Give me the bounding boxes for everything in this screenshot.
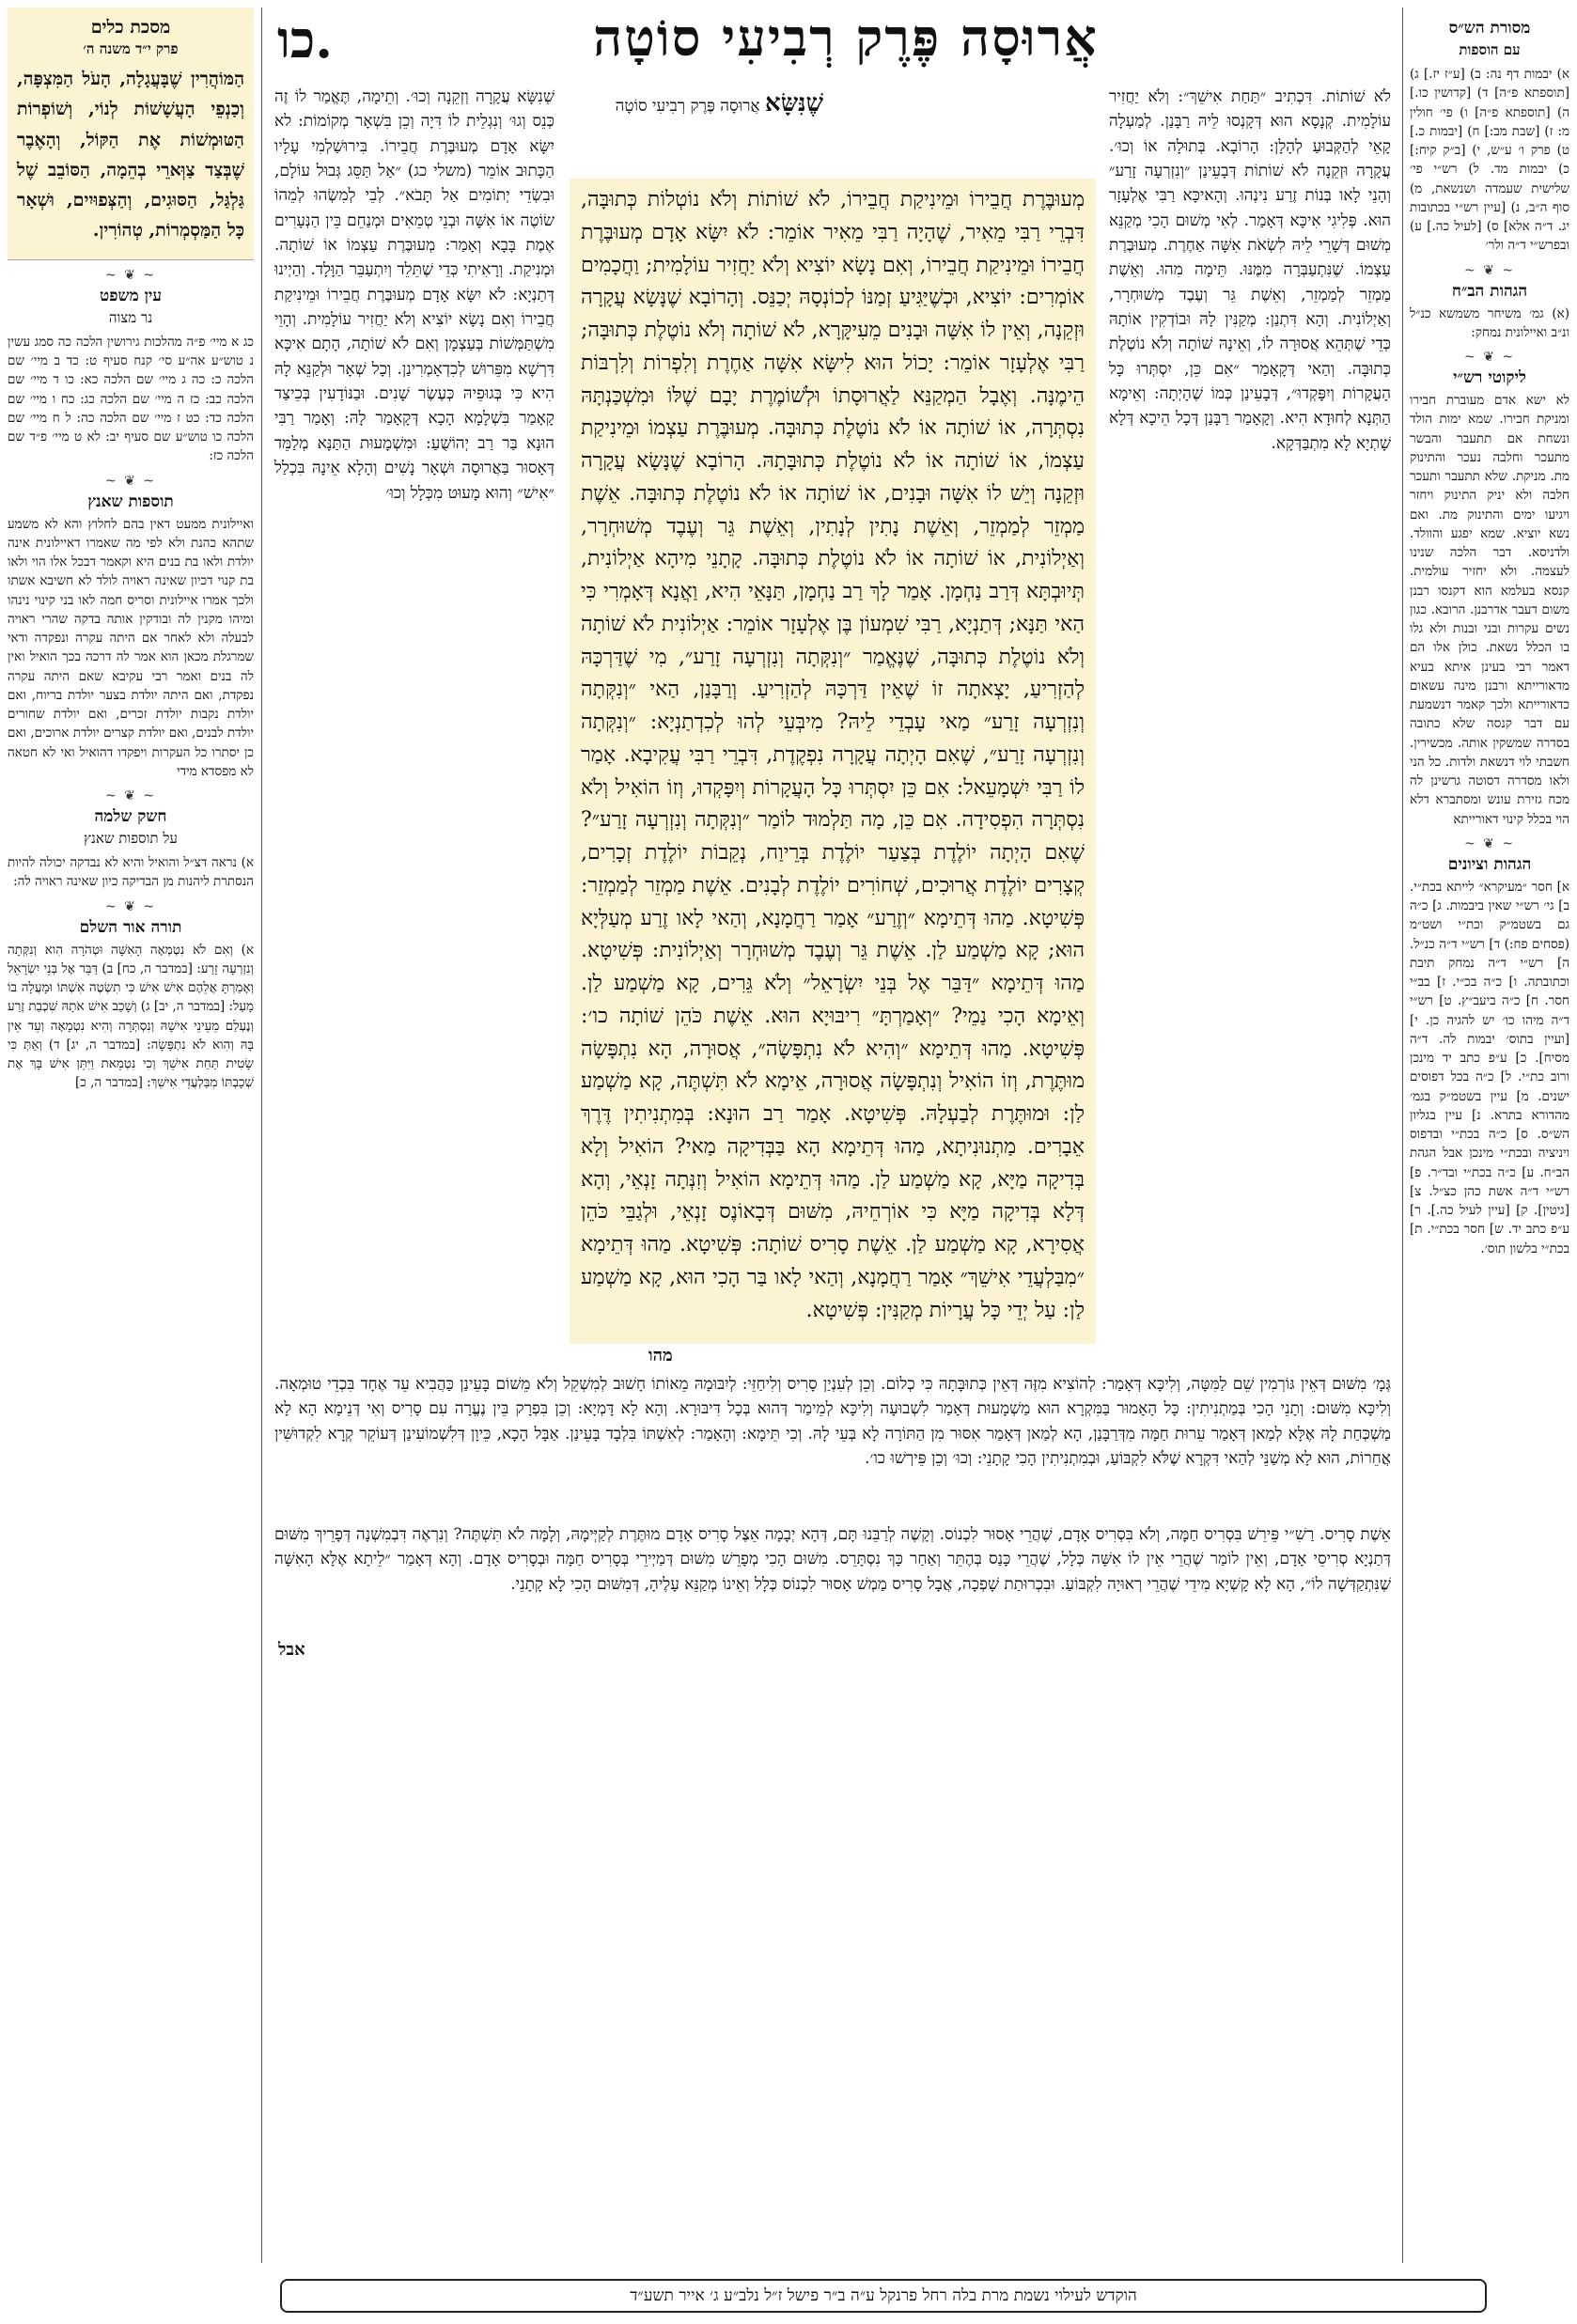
tosafot-column: שְׁנִשָּׂא עֲקָרָה וְזְקֵנָה וְכוּ׳. וְתֵימָה, תֶּאֱמַר לוֹ זֶה כְּנֵס וְגוּ׳ וְנִגְלֵית לוֹ דִּיָה וְכֵן בִּשְׁאָר מְקוֹמוֹת: לא יִשָּׂא אָדָם מְעוּבֶּרֶת חֲבֵירוֹ. בִּירוּשַׁלְמִי עָלָיו הַכָּתוּב אוֹמֵר (משלי כג) ״אַל תַּסֵּג גְּבוּל עוֹלָם, וּבִשְׂדֵי יְתוֹמִים אַל תָּבֹא״. לְבֵי לְמִשְׂהוּ לְמֵהוֹ שׂוֹטֶה אוֹ אִשָּׁה וּבְנֵי טְמֵאִים וּמְנַחֵם בֵּין הַנְּעָרִים אֶמֶת בָּבָא וְאָמַר: מְעוּבֶּרֶת עַצְמוֹ אוֹ שׁוֹתָה. וּמְנִיקַת. וְרָאִיתִי כְּדֵי שֶׁתֵּלֵד וְיִתְעַבֵּר הַוָּלָד. וְהַיְינוּ דְּתַנְיָא: לֹא יִשָּׂא אָדָם מְעוּבֶּרֶת חֲבֵירוֹ וּמֵינִיקַת חֲבֵירוֹ וְאִם נָשָׂא יוֹצִיא וְלֹא יַחֲזִיר עוֹלָמִית. וְהָוֵי מִשְׁתַּמְּשׁוֹת בְּעַצְמָן וְאִם לֹא שׁוֹתָה, הָתָם אִיכָּא דִּרְשָׁא מִפֵּרוּשׁ לְכִדְאָמְרִינַן. וְכָל שְׁאָר וּלְקַנֵּא לָהּ הִיא כִּי בְּגוּפֵיהּ כְּעֶשֶׂר שָׁנִים. וּבַנּוֹדָעִין בְּכֵיצַד קָאָמַר בִּשְׁלָמָא הָכָא דְּקָאָמַר לָהּ: וְאָמַר רַבִּי הוּנָא בַּר רַב יְהוֹשֻׁעַ: וּמִשְׁמָעוּת הַתַּנָּא מְלַמֵּד דְּאָסוּר בַּאֲרוּסָה וּשְׁאָר נָשִׁים וְהָלָא אֵינָהּ בִּכְלַל ״אִישׁ״ וְהוּא מָעוּט מִכְּלָל וְכוּ׳ xyxy=(274,87,554,503)
ornament-divider: ~ ❦ ~ xyxy=(104,788,157,804)
bottom-commentary-2-text: אֵשֶׁת סָרִיס. רַשִׁ״י פֵּירֵשׁ בִּסְרִיס חַמָּה, וְלֹא בִּסְרִיס אָדָם, שֶׁהֲרֵי אָסוּר לִכְנוֹס. וְקָשֶׁה לְרַבֵּנוּ תָּם, דְּהָא יְבָמָה אֵצֶל סָרִיס אָדָם מוּתֶּרֶת לְקַיְּימָהּ, וְלָמָּה לֹא תִּשְׁתֶּה? וְנִרְאֶה דִּבְמִשְׁנָה דְּפָרֵיךְ מִשּׁוּם דְּתַנְיָא סְרִיסֵי אָדָם, וְאֵין לוֹמַר שֶׁהֲרֵי אֵין לוֹ אִשָּׁה כְּלָל, שֶׁהֲרֵי כָּנַס בְּהֶתֵּר וְאַחַר כָּךְ נִסְתָּרֵס. מִשּׁוּם הָכִי מְפָרֵשׁ מִשּׁוּם דְּמַיְירֵי בְּסָרִיס חַמָּה וּבְסָרִיס אָדָם. וְהָא דְּאָמַר ״לֵיתָא אֶלָּא הָאִשָּׁה שֶׁנִּתְקַדְּשָׁה לוֹ״, הָא לָא קָשְׁיָא מִידֵי שֶׁהֲרֵי רְאוּיָה לִקְבּוֹעַ. וּבִכְרוּתַת שָׁפְכָה, אֲבָל סָרִיס מַמְשׁ אָסוּר לִכְנוֹס כְּלָל וְאֵינוֹ מְקַנֵּא עָלֶיהָ, דְּמִשּׁוּם הָכִי לָא קָתָנֵי. xyxy=(274,1525,1391,1594)
gemara-catchword: מהו xyxy=(648,1346,673,1365)
chishek-shlomo-text: א) נראה דצ״ל והואיל והיא לא נבדקה יכולה להיות הנסתרת ליהנות מן הבדיקה כיון שאינה ראויה לה: xyxy=(8,855,254,890)
page-folio: כו. xyxy=(277,9,334,70)
likutei-rashi-text: לא ישא אדם מעוברת חבירו ומניקת חבירו. שמא ימות הולד ונשחת אם תתעבר והבשר מתעכר וחלבה נעכר והתינוק מת. מניקת. שלא תתעבר ותעכר חלבה ולא יניק התינוק ויחזר ויגיעו ימים והתינוק מת. ואם נשא יוציא. שמא יפגע והוולד. ולדניסא. דבר הלכה שנינו לעצמה. ולא יחזיר עולמית. קנסא בעלמא הוא דקנסו רבנן משום דעבר אדרבנן. הרובא. כגון נשים עקרות ובני ובנות ולא גלו בו הכלל נשאת. כולן אלו הם דאמר רבי בעינן איתא בעיא מדאורייתא ורבנן מינה עשאום כדאורייתא ולכך קאמר דנשמעת עם דבר קנסה שלא כתובה בסדרה שמשקין אותה. מכשירין. חשבתי לוי דנשאת ולדות. כל הני ולאו מסדרה דסוטה גרשינן לה מכח גזירת עונש ומסתברא דלא הוי בכלל קינוי דאורייתא xyxy=(1410,393,1569,827)
likutei-rashi-title: ליקוטי רש״י xyxy=(1453,368,1526,387)
ornament-divider: ~ ❦ ~ xyxy=(1463,835,1516,851)
ein-mishpat-title: עין משפט xyxy=(100,286,162,305)
gemara-text: מְעוּבֶּרֶת חֲבֵירוֹ וּמֵינִיקַת חֲבֵירוֹ, לֹא שׁוֹתוֹת וְלֹא נוֹטְלוֹת כְּתוּבָּה, דִּבְרֵי רַבִּי מֵאִיר, שֶׁהָיָה רַבִּי מֵאִיר אוֹמֵר: לֹא יִשָּׂא אָדָם מְעוּבֶּרֶת חֲבֵירוֹ וּמֵינִיקַת חֲבֵירוֹ, וְאִם נָשָׂא יוֹצִיא וְלֹא יַחֲזִיר עוֹלָמִית; וַחֲכָמִים אוֹמְרִים: יוֹצִיא, וּכְשֶׁיַּגִּיעַ זְמַנּוֹ לְכוֹנְסָהּ יְכַנֵּס. וְהָרוֹבָא שֶׁנָּשָׂא עֲקָרָה וּזְקֵנָה, וְאֵין לוֹ אִשָּׁה וּבָנִים מֵעִיקָּרָא, לֹא שׁוֹתָה וְלֹא נוֹטֶלֶת כְּתוּבָּה; רַבִּי אֶלְעָזָר אוֹמֵר: יָכוֹל הוּא לִישָּׂא אִשָּׁה אַחֶרֶת וְלִפְרוֹת וְלִרְבּוֹת הֵימֶנָּה. וְאֶבָל הַמְקַנֵּא לַאֲרוּסָתוֹ וּלְשׁוֹמֶרֶת יָבָם שֶׁלּוֹ וּמִשְׁכַּנְתָּהּ נִסְתְּרָה, אוֹ שׁוֹתָה אוֹ לֹא נוֹטֶלֶת כְּתוּבָּה. מְעוּבֶּרֶת עַצְמוֹ וּמֵינִיקַת עַצְמוֹ, אוֹ שׁוֹתָה אוֹ לֹא נוֹטֶלֶת כְּתוּבָּתָהּ. הָרוֹבָא שֶׁנָּשָׂא עֲקָרָה וּזְקֵנָה וְיֵשׁ לוֹ אִשָּׁה וּבָנִים, אוֹ שׁוֹתָה אוֹ לֹא נוֹטֶלֶת כְּתוּבָּה. אֵשֶׁת מַמְזֵר לְמַמְזֵר, וְאֵשֶׁת נָתִין לְנָתִין, וְאֵשֶׁת גֵּר וְעֶבֶד מְשׁוּחְרָר, וְאַיְלוֹנִית, אוֹ שׁוֹתָה אוֹ לֹא נוֹטֶלֶת כְּתוּבָּה. קָתָנֵי מִיהָא אַיְלוֹנִית, תְּיוּבְתָּא דְּרַב נַחְמָן. אָמַר לָךְ רַב נַחְמָן, תַּנָּאֵי הִיא, וַאֲנָא דְּאָמְרִי כִּי הַאי תַּנָּא; דְּתַנְיָא, רַבִּי שִׁמְעוֹן בֶּן אֶלְעָזָר אוֹמֵר: אַיְלוֹנִית לֹא שׁוֹתָה וְלֹא נוֹטֶלֶת כְּתוּבָּה, שֶׁנֶּאֱמַר ״וְנִקְּתָה וְנִזְרְעָה זָרַע״, מִי שֶׁדַּרְכָּהּ לְהַזְרִיעַ, יָצְאתָה זוֹ שֶׁאֵין דַּרְכָּהּ לְהַזְרִיעַ. וְרַבָּנַן, הַאי ״וְנִקְּתָה וְנִזְרְעָה זָרַע״ מַאי עָבְדֵי לֵיהּ? מִיבְּעֵי לְהוּ לְכִדְתַנְיָא: ״וְנִקְּתָה וְנִזְרְעָה זָרַע״, שֶׁאִם הָיְתָה עֲקָרָה נִפְקֶדֶת, דִּבְרֵי רַבִּי עֲקִיבָא. אָמַר לוֹ רַבִּי יִשְׁמָעֵאל: אִם כֵּן יִסְתְּרוּ כָּל הָעֲקָרוֹת וְיִפָּקְדוּ, וְזוֹ הוֹאִיל וְלֹא נִסְתְּרָה הִפְסִידָה. אִם כֵּן, מָה תַּלְמוּד לוֹמַר ״וְנִקְּתָה וְנִזְרְעָה זָרַע״? שֶׁאִם הָיְתָה יוֹלֶדֶת בְּצַעַר יוֹלֶדֶת בְּרֵיוַח, נְקֵבוֹת יוֹלֶדֶת זְכָרִים, קְצָרִים יוֹלֶדֶת אֲרוּכִים, שְׁחוֹרִים יוֹלֶדֶת לְבָנִים. אֵשֶׁת מַמְזֵר לְמַמְזֵר: פְּשִׁיטָא. מַהוּ דְּתֵימָא ״וְזֶרַע״ אָמַר רַחֲמָנָא, וְהַאי לָאו זֶרַע מְעַלְּיָא הוּא; קָא מַשְׁמַע לַן. אֵשֶׁת גֵּר וְעֶבֶד מְשׁוּחְרָר וְאַיְלוֹנִית: פְּשִׁיטָא. מַהוּ דְּתֵימָא ״דַּבֵּר אֶל בְּנֵי יִשְׂרָאֵל״ וְלֹא גֵּרִים, קָא מַשְׁמַע לַן. וְאֵימָא הָכִי נַמֵי? ״וְאָמַרְתָּ״ רִיבּוּיָא הוּא. אֵשֶׁת כֹּהֵן שׁוֹתָה כו׳: פְּשִׁיטָא. מַהוּ דְּתֵימָא ״וְהִיא לֹא נִתְפָּשָׂה״, אֲסוּרָה, הָא נִתְפָּשָׂה מוּתֶּרֶת, וְזוֹ הוֹאִיל וְנִתְפָּשָׂה אֲסוּרָה, אֵימָא לֹא תִּשְׁתֶּה, קָא מַשְׁמַע לַן: וּמוּתֶּרֶת לְבַעְלָהּ. פְּשִׁיטָא. אָמַר רַב הוּנָא: בְּמִתְנִיתִין דֶּרֶךְ אֵבָרִים. מַתְנוּנִיתָא, מַהוּ דְּתֵימָא הָא בַּבְּדִיקָה מַאי? הוֹאִיל וְלָא בְּדִיקָה מַיָּא, קָא מַשְׁמַע לַן. מַהוּ דְּתֵימָא הוֹאִיל וְזִנְּתָה זָנְאֵי, וְהָא דְּלָא בְּדִיקָה מַיָּא כִּי אוֹרְחֵיהּ, מִשּׁוּם דְּבָאוֹנֶס זָנְאֵי, וּלְגַבֵּי כֹּהֵן אֲסִירָא, קָא מַשְׁמַע לַן. אֵשֶׁת סָרִיס שׁוֹתָה: פְּשִׁיטָא. מַהוּ דְּתֵימָא ״מִבַּלְעֲדֵי אִישֵׁךְ״ אָמַר רַחֲמָנָא, וְהַאי לָאו בַּר הָכִי הוּא, קָא מַשְׁמַע לַן: עַל יְדֵי כָּל עֲרָיוֹת מְקַנִּין: פְּשִׁיטָא. xyxy=(581,188,1085,1322)
chishek-shlomo-title: חשק שלמה xyxy=(94,807,167,827)
torah-or-title: תורה אור השלם xyxy=(79,917,182,937)
mishnah-box xyxy=(8,8,254,260)
ein-mishpat-text: כג א מיי׳ פ״ה מהלכות גירושין הלכה כה סמג עשין נ טוש״ע אה״ע סי׳ קנח סעיף ט: כד ב מיי׳ שם הלכה כ: כה ג מיי׳ שם הלכה כא: כו ד מיי׳ שם הלכה כב: כז ה מיי׳ שם הלכה כג: כח ו מיי׳ שם הלכה כד: כט ז מיי׳ שם הלכה כה: ל ח מיי׳ שם הלכה כו טוש״ע שם סעיף יב: לא ט מיי׳ פ״ד שם הלכה כז: xyxy=(8,334,254,464)
bottom-commentary-2 xyxy=(274,1522,1391,1635)
hagahot-vetziunim-text: א] חסר ״מעיקרא״ לייתא בכת״י. ב] גי׳ רש״י שאין ביבמות. ג] כ״ה גם בשטמ״ק וכת״י ושט״מ (פסחים פח:) ד] רש״י ד״ה כנ״ל. ה] רש״י ד״ה נמחק תיבת וכתובתה. ו] כ״ה בכ״י. ז] בב״י חסר. ח] כ״ה ביעב״ץ. ט] רש״י ד״ה מיהו כו׳ יש להגיה כן. י] [ועיין בתוס׳ יבמות לה. ד״ה מסיח]. כ] ע״פ כתב יד מינכן ורוב כת״י. ל] כ״ה בכל דפוסים ישנים. מ] עיין בשטמ״ק בגמ׳ מהדורא בתרא. נ] עיין בגליון הש״ס. ס] כ״ה בכת״י ובדפוס ויניציה ובכת״י מינכן אבל הגהת הב״ח. ע] כ״ה בכת״י ובד״ר. פ] רש״י ד״ה אשת כהן כצ״ל. צ] [גיטין]. ק] [עיין לעיל כה.]. ר] ע״פ כתב יד. ש] חסר בכת״י. ת] בכת״י בלשון תוס׳. xyxy=(1410,879,1569,1256)
ornament-divider: ~ ❦ ~ xyxy=(104,473,157,489)
mesoret-subtitle: עם הוספות xyxy=(1459,41,1521,58)
ein-mishpat-subtitle: נר מצוה xyxy=(108,308,153,326)
rashi-column: לֹא שׁוֹתוֹת. דִּכְתִיב ״תַּחַת אִישֵׁךְ״: וְלֹא יַחֲזִיר עוֹלָמִית. קְנָסָא הוּא דְּקָנְסוּ לֵיהּ רַבָּנַן. לְמַעְלָה קָאֵי לְהַקְּבוּעַ לְהָלָן: הָרוֹבָא. בְּתוּלָה אוֹ וְכוּ׳. עֲקָרָה וּזְקֵנָה לֹא שׁוֹתוֹת דְּבָעֵינַן ״וְנִזְרְעָה זָרַע״ וְהָנֵי לָאו בְּנוֹת זֶרַע נִינְהוּ. וְהָאיכָּא רַבִּי אֶלְעָזָר הוּא. פְּלִיגִי אִיכָּא דְּאָמַר. לְאִי מְשׁוּם הָכִי מְקַנֵּא מְשׁוּם דְּשָׁרֵי לֵיהּ לִשְׂאֹת אִשָּׁה אַחֶרֶת. מְעוּבֶּרֶת עַצְמוֹ. שֶׁנִּתְעַבְּרָה מִמֶּנּוּ. תֵּימָה מִהוּ. וְאֵשֶׁת מַמְזֵר לְמַמְזֵר, וְאֵשֶׁת גֵּר וְעֶבֶד מְשׁוּחְרָר, וְאַיְלוֹנִית. וְהָא דִּתְנַן: מְקַנִּין לָהּ וּבוֹדְקִין אוֹתָהּ כְּדֵי שֶׁתְּהֵא אֲסוּרָה לוֹ, וְאֵינָהּ שׁוֹתָה וְלֹא נוֹטֶלֶת כְּתוּבָּה. וְהַאי דְּקָאָמַר ״אִם כֵּן, יִסְתְּרוּ כָּל הָעֲקָרוֹת וְיִפָּקְדוּ״, דְּבָעֵינַן כְּמוֹ שֶׁהָיְתָה: וְאֵימָא הַתְּנָא לְחוּדָא הִיא. וְקָאָמַר רַבָּנַן דְּכָל הֵיכָא דְּלָא שָׁתְיָא לָא מִתְבַּדְּקָא. xyxy=(1109,87,1391,453)
ornament-divider: ~ ❦ ~ xyxy=(104,898,157,914)
chishek-shlomo-subtitle: על תוספות שאנץ xyxy=(84,830,178,848)
right-column xyxy=(1410,19,1569,2265)
bottom-commentary: גְּמָ׳ מִשּׁוּם דְּאֵין גּוֹרְמִין שֵׁם לַמִּטָּה, וְלִיכָּא דְּאָמַר: לְהוֹצִיא מִזֶּה דְּאֵין כְּתוּבָּתָהּ כִּי כְלוֹם. וְכֵן לְעִנְיַן סָרִיס וְלִיחַזֵּי: לְיִבּוּמָהּ מֵאוֹתוֹ חָשׁוּב לְמִשְׁקֵל וְלֹא מֵשׁוֹם בָּעֵינַן כַּהֲבִיא עֵד אֶחָד בִּכְדֵי טוּמְאָה. וְלִיכָּא מִשּׁוּם: וְתָנֵי הָכִי בְּמַתְנִיתִין: כָּל הָאָמוּר בַּמִּקְרָא הוּא מַשְׁמָעוּת דְּאָמַר לִשְׁבוּעָה וְלִיכָּא לְמֵימַר דְּהוּא בְּכָל דִּיבּוּרָא. וְהָא לָא דָּמְיָא: וְכֵן בִּפְרָק בֵּין נֶעֱרָה עִם סָרִיס וְאִי דְּנֵימָא הָא לָא מַשְׁכְּחַת לָהּ אֶלָּא לְמַאן דְּאָמַר עֵרוּת חַמָּה מִדְּרַבָּנַן, הָא לְמַאן דְּאָמַר אִסּוּר מִן הַתּוֹרָה לָא בְּעֵי לָהּ. וְכִי תֵּימָא: וְהָאָמַר: לְאִשְׁתּוֹ בִּלְבָד בָּעֵינַן. אַבָּל הָכָא, כֵּיוָן דְּלִשְׁמוֹעִינַן דְּעוֹקֵר קְרָא לִקְדוּשִּׁין אֲחֵרוֹת, הוּא לָא מְשַׁנֵּי לְהַאי דִּקְרָא שֶׁלֹּא לִקְבּוֹעַ, וּבְמִתְנִיתִין הָכִי קָתָנֵי: וְכוּ׳ וְכֵן פֵּירְשׁוּ כו׳. xyxy=(274,1375,1391,1469)
hagahot-habach-title: הגהות הב״ח xyxy=(1451,281,1528,301)
mesoret-title: מסורת הש״ס xyxy=(1448,19,1531,38)
mishnah-chapter: פרק י״ד משנה ה׳ xyxy=(83,40,179,57)
right-divider-line xyxy=(1402,8,1403,2263)
page-catchword: אבל xyxy=(278,1640,305,1660)
torah-or-text: א) וְאִם לֹא נִטְמְאָה הָאִשָּׁה וּטְהֹרָה הִוא וְנִקְּתָה וְנִזְרְעָה זָרַע: [במדבר ה, כח] ב) דַּבֵּר אֶל בְּנֵי יִשְׂרָאֵל וְאָמַרְתָּ אֲלֵהֶם אִישׁ אִישׁ כִּי תִשְׂטֶה אִשְׁתּוֹ וּמָעֲלָה בוֹ מָעַל: [במדבר ה, יב] ג) וְשָׁכַב אִישׁ אֹתָהּ שִׁכְבַת זֶרַע וְנֶעְלַם מֵעֵינֵי אִישָׁהּ וְנִסְתְּרָה וְהִיא נִטְמָאָה וְעֵד אֵין בָּהּ וְהִוא לֹא נִתְפָּשָׂה: [במדבר ה, יג] ד) וְאַתְּ כִּי שָׂטִית תַּחַת אִישֵׁךְ וְכִי נִטְמֵאת וַיִּתֵּן אִישׁ בָּךְ אֶת שְׁכָבְתּוֹ מִבַּלְעֲדֵי אִישֵׁךְ: [במדבר ה, כ] xyxy=(8,942,254,1091)
left-column xyxy=(8,8,254,2263)
left-divider-line xyxy=(261,8,262,2263)
hagahot-vetziunim-title: הגהות וציונים xyxy=(1447,854,1532,874)
tosafot-top-strip-text: אֲרוּסָה פֶּרֶק רְבִיעִי סוֹטָה xyxy=(615,97,760,116)
ornament-divider: ~ ❦ ~ xyxy=(104,267,157,283)
hagahot-habach-text: (א) גמ׳ משיחר משמשא כנ״ל ונ״ב ואיילונית נמחק: xyxy=(1410,305,1569,340)
dedication-footer: הוקדש לעילוי נשמת מרת בלה רחל פרנקל ע״ה ב״ר פישל ז״ל נלב״ע ג׳ אייר תשע״ד xyxy=(280,2279,1487,2313)
mishnah-text: הַמּוֹהֲרִין שֶׁבָּעֲגָלָה, הָעֹל הַמִּצְפָּה, וְכַנְפֵי הָעֲשָׁשׁוֹת לְנוֹי, וְשׁוֹפְרוֹת הַטּוּמְשׁוֹת אֶת הַקּוֹל, וְהָאֶבֶר שֶׁבְּצַד צַוְּארֵי בְהֵמָה, הַסּוֹבֵב שֶׁל גַּלְגַּל, הַסּוּגִים, וְהַצְּפוּיִים, וּשְׁאָר כָּל הַמַּסְמְרוֹת, טְהוֹרִין. xyxy=(17,69,244,242)
ornament-divider: ~ ❦ ~ xyxy=(1463,350,1516,365)
page-title: אֲרוּסָה פֶּרֶק רְבִיעִי סוֹטָה xyxy=(593,8,1099,68)
gemara-center-box xyxy=(570,179,1096,1344)
ornament-divider: ~ ❦ ~ xyxy=(1463,262,1516,278)
tosafot-top-strip xyxy=(570,85,823,179)
tosafot-shantz-title: תוספות שאנץ xyxy=(87,491,174,511)
mesoret-text: א) יבמות דף נה: ב) [ע״ז יז.] ג) [תוספתא פ״ה] ד) [קדושין כו.] ה) [תוספתא פ״ה] ו) פי׳ חולין מ: ז) [שבת מב:] ח) [יבמות כ.] ט) פרק ו׳ ע״ש, י) [ב״ק קיח:] כ) יבמות מד. ל) רש״י פי׳ שלישית שעמדה ושנשאת, מ) סוף ה״ב, נ) [עיין רש״י בכתובות יג. ד״ה אלא] ס) [לעיל כה.] ע) ובפרש״י ד״ה ולר׳ xyxy=(1410,67,1569,254)
tosafot-shantz-text: ואיילונית ממעט דאין בהם לחלוץ והא לא משמע שתהא כהנת ולא לפי מה שאמרו דאיילונית אינה יולדת ולאו בת בנים היא וקאמר דבכל אלו הוי ולאו בת קנוי דכיון שאינה ראויה לולד לא חשיבא אשתו ולכך אמרו איילונית וסריס חמה לאו בני קינוי נינהו ומיהו מקנין לה ובודקין אותה בדקה שהרי ראויה לבעלה ולא לאחר אם היתה עקרה ונפקדה ודאי שמרגלת מכאן הוא אמר לה דרכה בכך הואיל ואין לה בנים ואמר רבי עקיבא שאם היתה עקרה נפקדת, ואם היתה יולדת בצער יולדת בריוח, ואם יולדת נקבות יולדת זכרים, ואם יולדת שחורים יולדת לבנים, ואם יולדת קצרים יולדת ארוכים, ואם כן יסתרו כל העקרות ויפקדו דהואיל ואי לא חטאה לא מפסדא מידי xyxy=(8,516,254,779)
tosafot-dibbur-hamatchil: שֶׁנִּשָּׂא xyxy=(765,89,823,117)
mishnah-tractate: מסכת כלים xyxy=(90,17,171,38)
